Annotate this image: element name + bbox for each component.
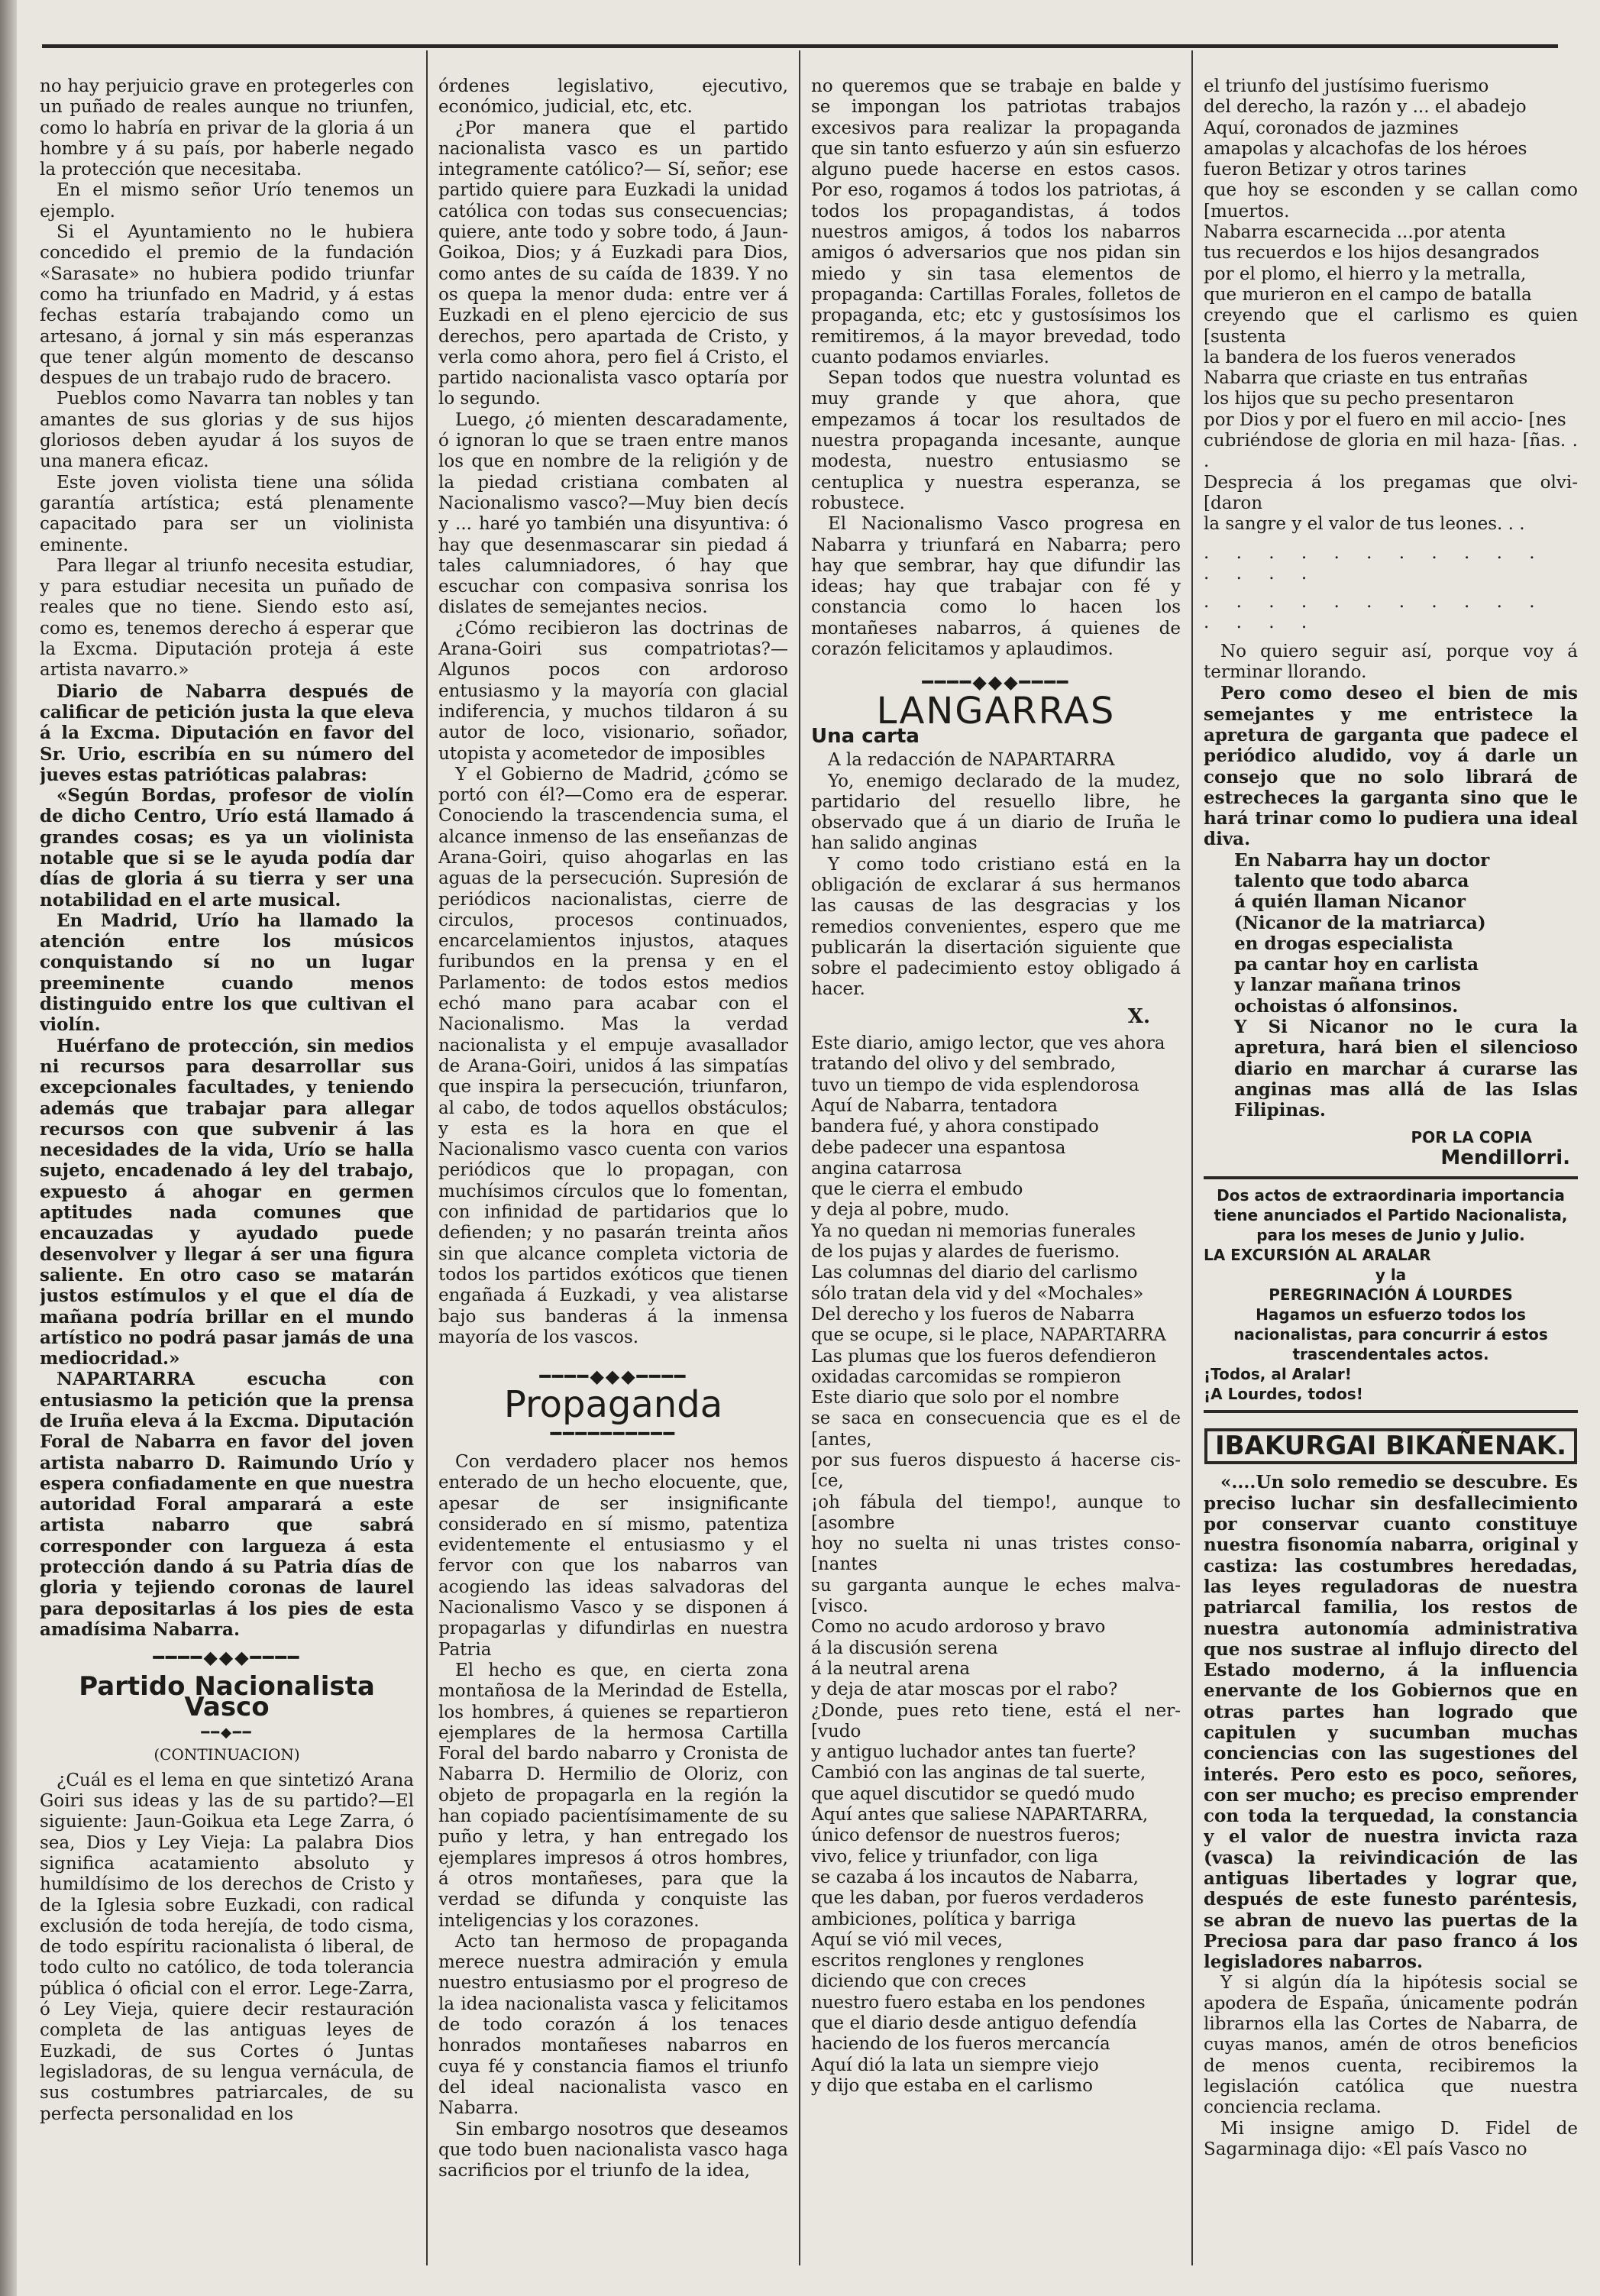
- paragraph: «....Un solo remedio se descubre. Es preciso luchar sin desfallecimiento por conservar cuanto constituye nuestra fisonomía nabarra, original y castiza: las costumbres heredadas, las leyes reguladoras de nuestra patriarcal familia, los restos de nuestra autonomía administrativa que nos sustrae al influjo directo del Estado moderno, á la influencia enervante de los Gobiernos que en otras partes han logrado que capitulen y sucumban muchas conciencias con las sugestiones del interés. Pero esto es poco, señores, con ser mucho; es preciso emprender con toda la terquedad, la constancia y el valor de nuestra invicta raza (vasca) la reivindicación de las antiguas libertades y lograr que, después de este funesto paréntesis, se abran de nuevo las puertas de la Preciosa para dar paso franco á los legisladores nabarros.: [1204, 1472, 1578, 1973]
- verse-line: por sus fueros dispuesto á hacerse cis- [ce,: [811, 1450, 1181, 1492]
- verse-line: por Dios y por el fuero en mil accio- [nes: [1204, 409, 1566, 430]
- column-rule: [799, 50, 800, 2265]
- verse-line: que les daban, por fueros verdaderos: [811, 1888, 1144, 1909]
- announcement-text: ¡A Lourdes, todos!: [1204, 1385, 1363, 1404]
- paragraph: Huérfano de protección, sin medios ni recursos para desarrollar sus excepcionales facultades, y teniendo además que trabajar para allegar recursos con que subvenir á las necesidades de la vida, Urío se halla sujeto, encadenado á ley del trabajo, expuesto á ahogar en germen aptitudes nada comunes que encauzadas y ayudado puede desenvolver y llegar á ser una figura saliente. En otro caso se matarán justos estímulos y el que el día de mañana podría brillar en el mundo artístico no podrá pasar jamás de una mediocridad.»: [40, 1035, 414, 1370]
- ellipsis-row: . . . . . . . . . . . . . . .: [1204, 592, 1546, 633]
- paragraph: no queremos que se trabaje en balde y se impongan los patriotas trabajos excesivos para realizar la propaganda que sin tanto esfuerzo y aún sin esfuerzo alguno puede hacerse en estos casos. Por eso, rogamos á todos los patriotas, á todos los propagandistas, á todos nuestros amigos, á todos los nabarros amigos ó adversarios que nos pidan sin miedo y sin tasa elementos de propaganda: Cartillas Forales, folletos de propaganda, etc; etc y gustosísimos los remitiremos, á la mayor brevedad, todo cuanto podamos enviarles.: [811, 76, 1181, 367]
- verse-line: Aquí se vió mil veces,: [811, 1929, 1004, 1950]
- copy-label: POR LA COPIA: [1411, 1127, 1532, 1146]
- announcement-text: Dos actos de extraordinaria importancia tiene anunciados el Partido Nacionalista, para los meses de Junio y Julio.: [1214, 1186, 1568, 1245]
- verse-line: se cazaba á los incautos de Nabarra,: [811, 1867, 1139, 1887]
- verse-line: que el diario desde antiguo defendía: [811, 2013, 1137, 2034]
- verse-line: ochoistas ó alfonsinos.: [1234, 995, 1459, 1017]
- verse-line: escritos renglones y renglones: [811, 1951, 1084, 1971]
- verse-line: de los pujas y alardes de fuerismo.: [811, 1242, 1120, 1263]
- paragraph: En el mismo señor Urío tenemos un ejemplo.: [40, 180, 414, 222]
- paragraph: En Madrid, Urío ha llamado la atención entre los músicos conquistando sí no un lugar preeminente cuando menos distinguido entre los que cultivan el violín.: [40, 910, 414, 1036]
- column-2: [438, 76, 788, 2265]
- verse-line: tratando del olivo y del sembrado,: [811, 1054, 1117, 1075]
- announcement-box: [1204, 1176, 1578, 1413]
- paragraph: no hay perjuicio grave en protegerles con un puñado de reales aunque no triunfen, como lo habría en privar de la gloria á un hombre y á su país, por haberle negado la protección que necesitaba.: [40, 76, 414, 180]
- paragraph: Este joven violista tiene una sólida garantía artística; está plenamente capacitado para ser un violinista eminente.: [40, 472, 414, 555]
- section-subheading: Una carta: [811, 724, 920, 748]
- announcement-text: y la: [1375, 1266, 1407, 1285]
- paragraph: ¿Por manera que el partido nacionalista vasco es un partido integramente católico?— Sí, señor; ese partido quiere para Euzkadi la unidad católica con todas sus consecuencias; quiere, ante todo y sobre todo, á Jaun-Goikoa, Dios; y á Euzkadi para Dios, como antes de su caída de 1839. Y no os quepa la menor duda: entre ver á Euzkadi en el pleno ejercicio de sus derechos, pero apartada de Cristo, y verla como ahora, pero fiel á Cristo, el partido nacionalista vasco optaría por lo segundo.: [438, 118, 788, 409]
- divider-ornament: ━━━━◆◆◆━━━━: [539, 1366, 687, 1388]
- paragraph: Acto tan hermoso de propaganda merece nuestra admiración y emula nuestro entusiasmo por el progreso de la idea nacionalista vasca y felicitamos de todo corazón á los tenaces honrados montañeses nabarros en cuya fé y constancia fiamos el triunfo del ideal nacionalista vasco en Nabarra.: [438, 1931, 788, 2119]
- announcement-text: Hagamos un esfuerzo todos los nacionalistas, para concurrir á estos trascendentales actos.: [1233, 1305, 1548, 1364]
- verse-line: á la neutral arena: [811, 1658, 971, 1679]
- verse-line: Desprecia á los pregamas que olvi- [daron: [1204, 472, 1578, 513]
- divider-ornament: ━━━━━━━━━━: [550, 1422, 677, 1444]
- verse-line: el triunfo del justísimo fuerismo: [1204, 76, 1489, 96]
- verse-line: vivo, felice y triunfador, con liga: [811, 1846, 1098, 1867]
- signature: X.: [1127, 1004, 1150, 1028]
- section-heading: Propaganda: [503, 1383, 723, 1427]
- top-rule: [42, 44, 1558, 48]
- verse-line: que hoy se esconden y se callan como [muertos.: [1204, 180, 1578, 222]
- verse-line: (Nicanor de la matriarca): [1234, 912, 1486, 933]
- paragraph: Para llegar al triunfo necesita estudiar, y para estudiar necesita un puñado de reales que no tiene. Siendo esto así, como es, tenemos derecho á esperar que la Excma. Diputación proteja á este artista navarro.»: [40, 555, 414, 681]
- paragraph: Sin embargo nosotros que deseamos que todo buen nacionalista vasco haga sacrificios por el triunfo de la idea,: [438, 2119, 788, 2181]
- paragraph: Si el Ayuntamiento no le hubiera concedido el premio de la fundación «Sarasate» no hubiera podido triunfar como ha triunfado en Madrid, y á estas fechas estaría trabajando como un artesano, á jornal y sin más esperanzas que tener algún momento de descanso despues de un trabajo rudo de bracero.: [40, 222, 414, 389]
- verse-line: ¡oh fábula del tiempo!, aunque to [asombre: [811, 1492, 1181, 1533]
- verse-line: Aquí antes que saliese NAPARTARRA,: [811, 1805, 1149, 1825]
- verse-line: Aquí de Nabarra, tentadora: [811, 1095, 1058, 1116]
- paragraph: El hecho es que, en cierta zona montañosa de la Merindad de Estella, los hombres, á quienes se repartieron ejemplares de la hermosa Cartilla Foral del bardo nabarro y Cronista de Nabarra D. Hermilio de Oloriz, con objeto de propagarla en la región la han copiado pacientísimamente de su puño y letra, y han entregado los ejemplares impresos á otros hombres, á otros montañeses, para que la verdad se difunda y conquiste las inteligencias y los corazones.: [438, 1660, 788, 1931]
- paragraph: Diario de Nabarra después de calificar de petición justa la que eleva á la Excma. Diputación en favor del Sr. Urio, escribía en su número del jueves estas patrióticas palabras:: [40, 681, 414, 785]
- verse-line: pa cantar hoy en carlista: [1234, 954, 1479, 975]
- verse-line: sólo tratan dela vid y del «Mochales»: [811, 1283, 1144, 1304]
- verse-line: y lanzar mañana trinos: [1234, 975, 1461, 996]
- verse-line: Como no acudo ardoroso y bravo: [811, 1617, 1106, 1638]
- verse-line: tus recuerdos e los hijos desangrados: [1204, 243, 1540, 264]
- paragraph: Y como todo cristiano está en la obligación de exclarar á sus hermanos las causas de las desgracias y los remedios convenientes, espero que me publicarán la disertación siguiente que sobre el padecimiento estoy obligado á hacer.: [811, 854, 1181, 1000]
- column-rule: [426, 50, 428, 2265]
- verse-line: Ya no quedan ni memorias funerales: [811, 1221, 1136, 1241]
- verse-line: que murieron en el campo de batalla: [1204, 284, 1532, 305]
- verse-line: á quién llaman Nicanor: [1234, 891, 1466, 913]
- announcement-text: ¡Todos, al Aralar!: [1204, 1365, 1352, 1384]
- section-heading: Partido Nacionalista Vasco: [79, 1670, 375, 1722]
- verse-line: su garganta aunque le eches malva- [visco.: [811, 1575, 1181, 1617]
- verse-line: que aquel discutidor se quedó mudo: [811, 1783, 1135, 1804]
- verse-line: nuestro fuero estaba en los pendones: [811, 1992, 1146, 2013]
- verse-line: á la discusión serena: [811, 1638, 998, 1658]
- announcement-text: PEREGRINACIÓN Á LOURDES: [1269, 1285, 1513, 1305]
- verse-line: debe padecer una espantosa: [811, 1137, 1066, 1158]
- verse-line: angina catarrosa: [811, 1158, 962, 1179]
- paragraph: NAPARTARRA escucha con entusiasmo la petición que la prensa de Iruña eleva á la Excma. Diputación Foral de Nabarra en favor del joven artista nabarro D. Raimundo Urío y espera confiadamente en que nuestra autoridad Foral amparará a este artista nabarro que sabrá corresponder con largueza á esta protección dando á su Patria días de gloria y tejiendo coronas de laurel para depositarlas á los pies de esta amadísima Nabarra.: [40, 1369, 414, 1640]
- paragraph: ¿Cómo recibieron las doctrinas de Arana-Goiri sus compatriotas?—Algunos pocos con ardoroso entusiasmo y la mayoría con glacial indiferencia, y muchos tildaron á su autor de loco, visionario, soñador, utopista y acometedor de imposibles: [438, 618, 788, 764]
- paragraph: Con verdadero placer nos hemos enterado de un hecho elocuente, que, apesar de ser insignificante considerado en sí mismo, patentiza evidentemente el entusiasmo y el fervor con que los nabarros van acogiendo las ideas salvadoras del Nacionalismo Vasco y se disponen á propagarlas y difundirlas en nuestra Patria: [438, 1452, 788, 1660]
- verse-line: del derecho, la razón y ... el abadejo: [1204, 97, 1527, 118]
- verse-line: los hijos que su pecho presentaron: [1204, 389, 1514, 409]
- verse-line: la sangre y el valor de tus leones. . .: [1204, 514, 1525, 535]
- verse-line: Nabarra que criaste en tus entrañas: [1204, 368, 1528, 389]
- paragraph: Mi insigne amigo D. Fidel de Sagarminaga dijo: «El país Vasco no: [1204, 2118, 1578, 2159]
- verse-line: que le cierra el embudo: [811, 1179, 1023, 1200]
- paragraph: Pero como deseo el bien de mis semejantes y me entristece la apretura de garganta que padece el periódico aludido, voy á darle un consejo que no solo librará de estrecheces la garganta sino que le hará trinar como lo pudiera una ideal diva.: [1204, 683, 1578, 850]
- column-1: [40, 76, 414, 2265]
- verse-line: la bandera de los fueros venerados: [1204, 347, 1516, 367]
- verse-line: en drogas especialista: [1234, 933, 1453, 954]
- section-heading: IBAKURGAI BIKAÑENAK.: [1204, 1428, 1577, 1464]
- verse-line: haciendo de los fueros mercancía: [811, 2034, 1110, 2055]
- verse-line: cubriéndose de gloria en mil haza- [ñas. . .: [1204, 431, 1578, 472]
- column-4: [1204, 76, 1578, 2265]
- verse-line: Aquí, coronados de jazmines: [1204, 118, 1459, 138]
- paragraph: Sepan todos que nuestra voluntad es muy grande y que ahora, que empezamos á tocar los resultados de nuestra propaganda incesante, aunque modesta, nuestro entusiasmo se centuplica y nuestra esperanza, se robustece.: [811, 368, 1181, 513]
- verse-block: [1234, 850, 1578, 1121]
- divider-ornament: ━━━━◆◆◆━━━━: [153, 1647, 301, 1669]
- verse-line: diciendo que con creces: [811, 1971, 1026, 1992]
- verse-line: hoy no suelta ni unas tristes conso- [nantes: [811, 1534, 1181, 1575]
- verse-line: Este diario que solo por el nombre: [811, 1388, 1120, 1408]
- verse-line: y antiguo luchador antes tan fuerte?: [811, 1742, 1136, 1763]
- verse-line: ambiciones, política y barriga: [811, 1909, 1076, 1929]
- verse-line: tuvo un tiempo de vida esplendorosa: [811, 1075, 1139, 1095]
- paragraph: Luego, ¿ó mienten descaradamente, ó ignoran lo que se traen entre manos los que en nombre de la religión y de la piedad cristiana combaten al Nacionalismo vasco?—Muy bien decís y ... haré yo también una disyuntiva: ó hay que desenmascarar sin piedad á tales calumniadores, ó hay que escuchar con compasiva sonrisa los dislates de semejantes necios.: [438, 409, 788, 618]
- verse-line: único defensor de nuestros fueros;: [811, 1825, 1121, 1846]
- ellipsis-row: . . . . . . . . . . . . . . .: [1204, 542, 1546, 584]
- verse-line: Aquí dió la lata un siempre viejo: [811, 2055, 1099, 2075]
- verse-line: y deja al pobre, mudo.: [811, 1200, 1010, 1221]
- verse-line: Del derecho y los fueros de Nabarra: [811, 1304, 1135, 1324]
- verse-line: ¿Donde, pues reto tiene, está el ner- [vudo: [811, 1700, 1181, 1741]
- section-heading: LANGARRAS: [876, 689, 1116, 732]
- verse-line: que se ocupe, si le place, NAPARTARRA: [811, 1325, 1166, 1346]
- paragraph: Yo, enemigo declarado de la mudez, partidario del resuello libre, he observado que á un diario de Iruña le han salido anginas: [811, 771, 1181, 854]
- verse-line: creyendo que el carlismo es quien [sustenta: [1204, 306, 1578, 347]
- divider-ornament: ━━━━◆◆◆━━━━: [922, 671, 1070, 694]
- verse-block: [1204, 76, 1578, 535]
- column-3: [811, 76, 1181, 2265]
- verse-line: y dijo que estaba en el carlismo: [811, 2075, 1094, 2096]
- copy-signature: Mendillorri.: [1440, 1146, 1570, 1169]
- verse-line: amapolas y alcachofas de los héroes: [1204, 138, 1527, 159]
- verse-line: oxidadas carcomidas se rompieron: [811, 1366, 1121, 1387]
- verse-line: En Nabarra hay un doctor: [1234, 849, 1490, 871]
- paragraph: Pueblos como Navarra tan nobles y tan amantes de sus glorias y de sus hijos gloriosos deben ayudar á los suyos de una manera eficaz.: [40, 389, 414, 472]
- page-binding-edge: [0, 0, 17, 2296]
- salutation: A la redacción de NAPARTARRA: [828, 750, 1115, 771]
- verse-line: Las columnas del diario del carlismo: [811, 1263, 1138, 1283]
- verse-line: y deja de atar moscas por el rabo?: [811, 1680, 1118, 1700]
- column-rule: [1191, 50, 1193, 2265]
- paragraph: Y el Gobierno de Madrid, ¿cómo se portó con él?—Como era de esperar. Conociendo la trascendencia suma, el alcance inmenso de las enseñanzas de Arana-Goiri, quiso ahogarlas en las aguas de la persecución. Supresión de periódicos nacionalistas, cierre de circulos, procesos continuados, encarcelamientos injustos, ataques furibundos en la prensa y en el Parlamento: de todos estos medios echó mano para acabar con el Nacionalismo. Mas la verdad nacionalista y el empuje avasallador de Arana-Goiri, unidos á las simpatías que inspira la persecución, triunfaron, al cabo, de todos aquellos obstáculos; y esta es la hora en que el Nacionalismo vasco cuenta con varios periódicos que lo propagan, con muchísimos círculos que lo fomentan, con infinidad de partidarios que lo defienden; y no pasarán treinta años sin que alcance completa victoria de todos los partidos exóticos que tienen engañada á Euzkadi, y vea alistarse bajo sus banderas á la inmensa mayoría de los vascos.: [438, 764, 788, 1347]
- paragraph: órdenes legislativo, ejecutivo, económico, judicial, etc, etc.: [438, 76, 788, 118]
- verse-line: Nabarra escarnecida ...por atenta: [1204, 222, 1506, 243]
- divider-ornament: ━━◆━━: [201, 1725, 253, 1741]
- section-subheading: (CONTINUACION): [154, 1745, 300, 1764]
- verse-line: se saca en consecuencia que es el de [antes,: [811, 1408, 1181, 1450]
- paragraph: ¿Cuál es el lema en que sintetizó Arana Goiri sus ideas y las de su partido?—El siguiente: Jaun-Goikua eta Lege Zarra, ó sea, Dios y Ley Vieja: La palabra Dios significa acatamiento absoluto y humildísimo de los derechos de Cristo y de la Iglesia sobre Euzkadi, con radical exclusión de toda herejía, de todo cisma, de todo espíritu racionalista ó liberal, de todo culto no católico, de toda tolerancia pública ó oficial con el error. Lege-Zarra, ó Ley Vieja, quiere decir restauración completa de las antiguas leyes de Euzkadi, de sus Cortes ó Juntas legisladoras, de su lengua vernácula, de sus costumbres patriarcales, de su perfecta personalidad en los: [40, 1770, 414, 2124]
- paragraph: El Nacionalismo Vasco progresa en Nabarra y triunfará en Nabarra; pero hay que sembrar, hay que difundir las ideas; hay que trabajar con fé y constancia como lo hacen los montañeses nabarros, á quienes de corazón felicitamos y aplaudimos.: [811, 514, 1181, 660]
- verse-line: bandera fué, y ahora constipado: [811, 1117, 1099, 1137]
- verse-line: Y Si Nicanor no le cura la apretura, hará bien el silencioso diario en marchar á curarse las anginas mas allá de las Islas Filipinas.: [1234, 1017, 1578, 1121]
- announcement-text: LA EXCURSIÓN AL ARALAR: [1204, 1246, 1431, 1265]
- verse-line: Este diario, amigo lector, que ves ahora: [811, 1033, 1165, 1054]
- paragraph: Y si algún día la hipótesis social se apodera de España, únicamente podrán librarnos ella las Cortes de Nabarra, de cuyas manos, amén de otros beneficios de menos cuenta, recibiremos la legislación católica que nuestra conciencia reclama.: [1204, 1972, 1578, 2118]
- verse-line: fueron Betizar y otros tarines: [1204, 160, 1467, 180]
- paragraph: «Según Bordas, profesor de violín de dicho Centro, Urío está llamado á grandes cosas; es ya un violinista notable que si se le ayuda podía dar días de gloria á su tierra y ser una notabilidad en el arte musical.: [40, 785, 414, 910]
- verse-line: Las plumas que los fueros defendieron: [811, 1346, 1156, 1366]
- verse-line: Cambió con las anginas de tal suerte,: [811, 1763, 1146, 1783]
- paragraph: No quiero seguir así, porque voy á terminar llorando.: [1204, 641, 1578, 683]
- verse-line: talento que todo abarca: [1234, 870, 1469, 891]
- verse-block: [811, 1033, 1181, 2097]
- verse-line: por el plomo, el hierro y la metralla,: [1204, 264, 1527, 284]
